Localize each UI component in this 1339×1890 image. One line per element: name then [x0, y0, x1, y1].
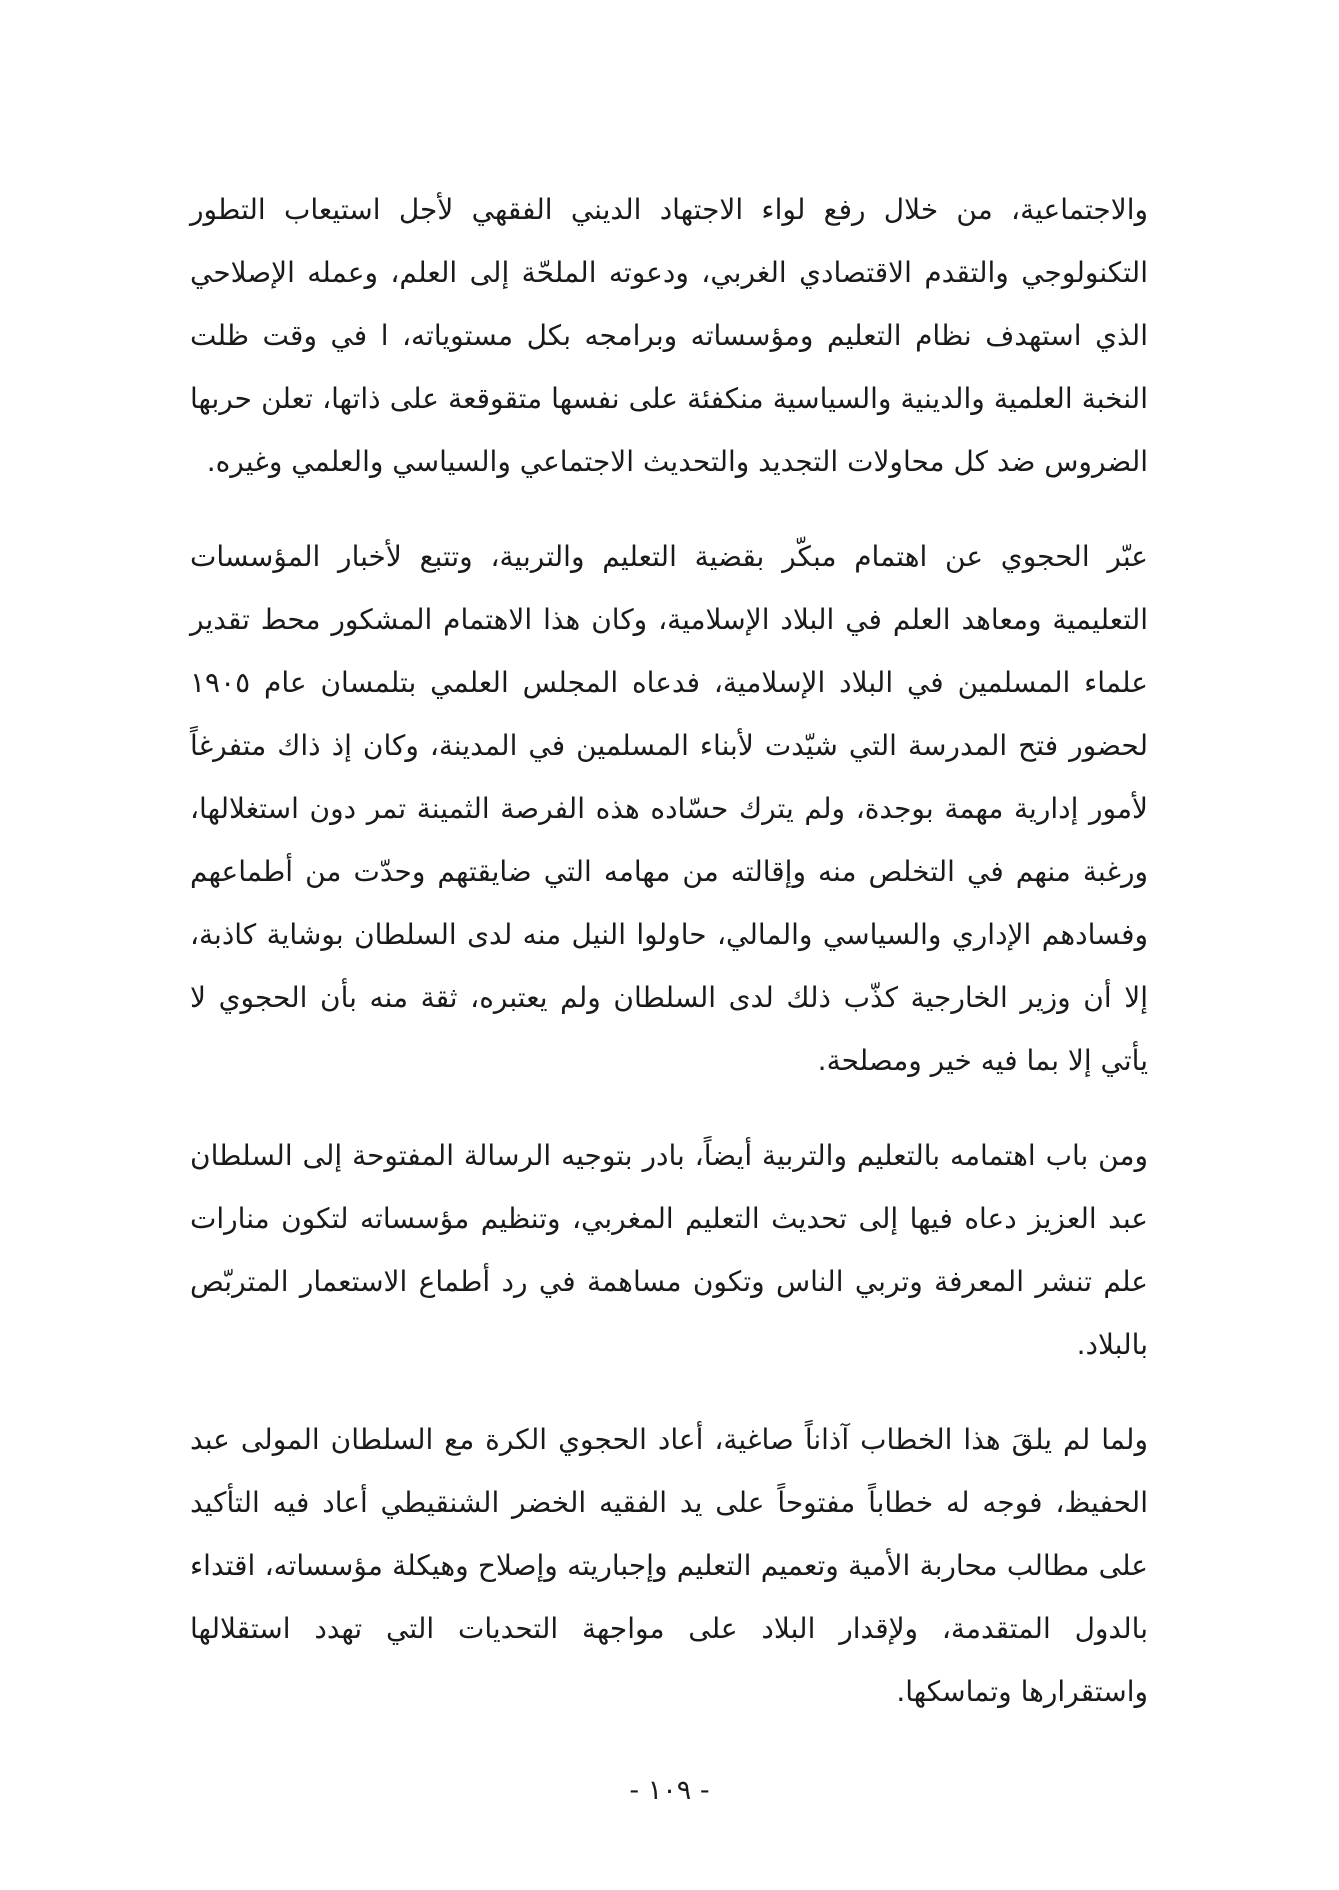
body-text	[190, 178, 1148, 1755]
paragraph-1: والاجتماعية، من خلال رفع لواء الاجتهاد الديني الفقهي لأجل استيعاب التطور التكنولوجي والتقدم الاقتصادي الغربي، ودعوته الملحّة إلى العلم، وعمله الإصلاحي الذي استهدف نظام التعليم ومؤسساته وبرامجه بكل مستوياته، ا في وقت ظلت النخبة العلمية والدينية والسياسية منكفئة على نفسها متقوقعة على ذاتها، تعلن حربها الضروس ضد كل محاولات التجديد والتحديث الاجتماعي والسياسي والعلمي وغيره.	[190, 193, 1148, 478]
page-number: - ١٠٩ -	[629, 1775, 710, 1806]
paragraph-4: ولما لم يلقَ هذا الخطاب آذاناً صاغية، أعاد الحجوي الكرة مع السلطان المولى عبد الحفيظ، فوجه له خطاباً مفتوحاً على يد الفقيه الخضر الشنقيطي أعاد فيه التأكيد على مطالب محاربة الأمية وتعميم التعليم وإجباريته وإصلاح وهيكلة مؤسساته، اقتداء بالدول المتقدمة، ولإقدار البلاد على مواجهة التحديات التي تهدد استقلالها واستقرارها وتماسكها.	[190, 1423, 1148, 1708]
paragraph-2: عبّر الحجوي عن اهتمام مبكّر بقضية التعليم والتربية، وتتبع لأخبار المؤسسات التعليمية ومعاهد العلم في البلاد الإسلامية، وكان هذا الاهتمام المشكور محط تقدير علماء المسلمين في البلاد الإسلامية، فدعاه المجلس العلمي بتلمسان عام ١٩٠٥ لحضور فتح المدرسة التي شيّدت لأبناء المسلمين في المدينة، وكان إذ ذاك متفرغاً لأمور إدارية مهمة بوجدة، ولم يترك حسّاده هذه الفرصة الثمينة تمر دون استغلالها، ورغبة منهم في التخلص منه وإقالته من مهامه التي ضايقتهم وحدّت من أطماعهم وفسادهم الإداري والسياسي والمالي، حاولوا النيل منه لدى السلطان بوشاية كاذبة، إلا أن وزير الخارجية كذّب ذلك لدى السلطان ولم يعتبره، ثقة منه بأن الحجوي لا يأتي إلا بما فيه خير ومصلحة.	[190, 540, 1148, 1077]
paragraph-3: ومن باب اهتمامه بالتعليم والتربية أيضاً، بادر بتوجيه الرسالة المفتوحة إلى السلطان عبد العزيز دعاه فيها إلى تحديث التعليم المغربي، وتنظيم مؤسساته لتكون منارات علم تنشر المعرفة وتربي الناس وتكون مساهمة في رد أطماع الاستعمار المتربّص بالبلاد.	[190, 1139, 1148, 1361]
